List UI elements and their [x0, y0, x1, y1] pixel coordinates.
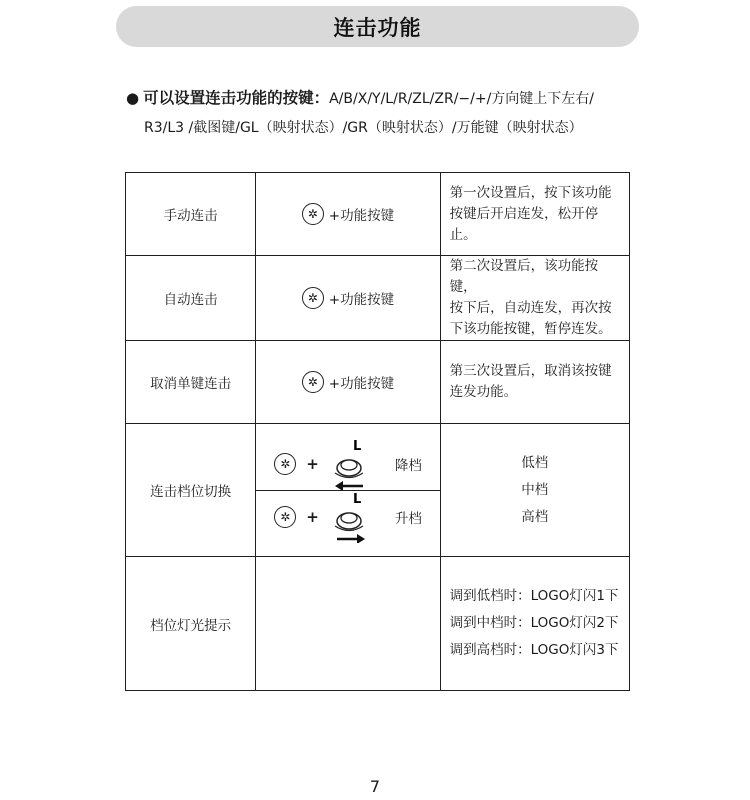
table-row: [126, 341, 630, 424]
mode-cell: 连击档位切换: [126, 424, 256, 557]
intro-keys-line2: R3/L3 /截图键/GL（映射状态）/GR（映射状态）/万能键（映射状态）: [144, 120, 583, 136]
description-line: 按下后，自动连发，再次按: [449, 300, 612, 316]
intro-keys-line1: A/B/X/Y/L/R/ZL/ZR/−/+/方向键上下左右/: [329, 91, 595, 107]
gear-icon: ✲: [302, 203, 324, 225]
gear-icon: ✲: [302, 371, 324, 393]
empty-cell: [256, 557, 440, 691]
description-line: 第一次设置后，按下该功能: [449, 184, 612, 201]
gear-icon: ✲: [274, 453, 296, 475]
action-cell: [256, 341, 440, 424]
action-label: +功能按键: [328, 208, 395, 224]
upshift-combo: [256, 490, 439, 543]
description-line: 第三次设置后，取消该按键: [449, 363, 612, 379]
gear-icon: ✲: [274, 506, 296, 528]
levels-cell: [440, 424, 629, 557]
plus-sign: +: [306, 454, 319, 473]
description-cell: [440, 341, 629, 424]
turbo-function-table: [125, 172, 630, 691]
description-cell: [440, 173, 629, 256]
led-hints-cell: [440, 557, 629, 691]
action-label: +功能按键: [328, 292, 395, 308]
page-title: 连击功能: [333, 15, 422, 40]
stick-label: L: [352, 491, 362, 507]
table-row: [126, 173, 630, 256]
action-cell: [256, 173, 440, 256]
downshift-combo: [256, 438, 439, 490]
description-line: 下该功能按键，暂停连发。: [449, 321, 612, 337]
table-row: [126, 256, 630, 341]
description-line: 连发功能。: [449, 384, 518, 400]
led-hint: 调到中档时：LOGO灯闪2下: [449, 615, 619, 631]
led-hint: 调到低档时：LOGO灯闪1下: [449, 588, 619, 604]
action-label: +功能按键: [328, 376, 395, 392]
table-row: [126, 557, 630, 691]
description-cell: [440, 256, 629, 341]
upshift-label: 升档: [394, 510, 422, 527]
mode-cell: 手动连击: [126, 173, 256, 256]
plus-sign: +: [306, 507, 319, 526]
description-line: 按键后开启连发，松开停止。: [449, 205, 599, 243]
joystick-left-icon: [329, 438, 375, 490]
action-cell: [256, 256, 440, 341]
section-title-bar: [116, 6, 639, 47]
joystick-left-icon: [329, 491, 375, 543]
level-low: 低档: [521, 454, 549, 471]
level-high: 高档: [521, 508, 549, 525]
level-mid: 中档: [521, 481, 549, 498]
mode-cell: 档位灯光提示: [126, 557, 256, 691]
stick-label: L: [352, 438, 362, 454]
description-line: 第二次设置后，该功能按键，: [449, 258, 599, 295]
action-cell: [256, 424, 440, 557]
mode-cell: 取消单键连击: [126, 341, 256, 424]
page-number: 7: [369, 777, 381, 796]
intro-paragraph: [126, 84, 686, 143]
table-row: [126, 424, 630, 557]
bullet-icon: ●: [126, 89, 140, 107]
led-hint: 调到高档时：LOGO灯闪3下: [449, 642, 619, 658]
intro-lead: 可以设置连击功能的按键：: [143, 89, 330, 107]
mode-cell: 自动连击: [126, 256, 256, 341]
downshift-label: 降档: [394, 457, 422, 474]
gear-icon: ✲: [302, 287, 324, 309]
